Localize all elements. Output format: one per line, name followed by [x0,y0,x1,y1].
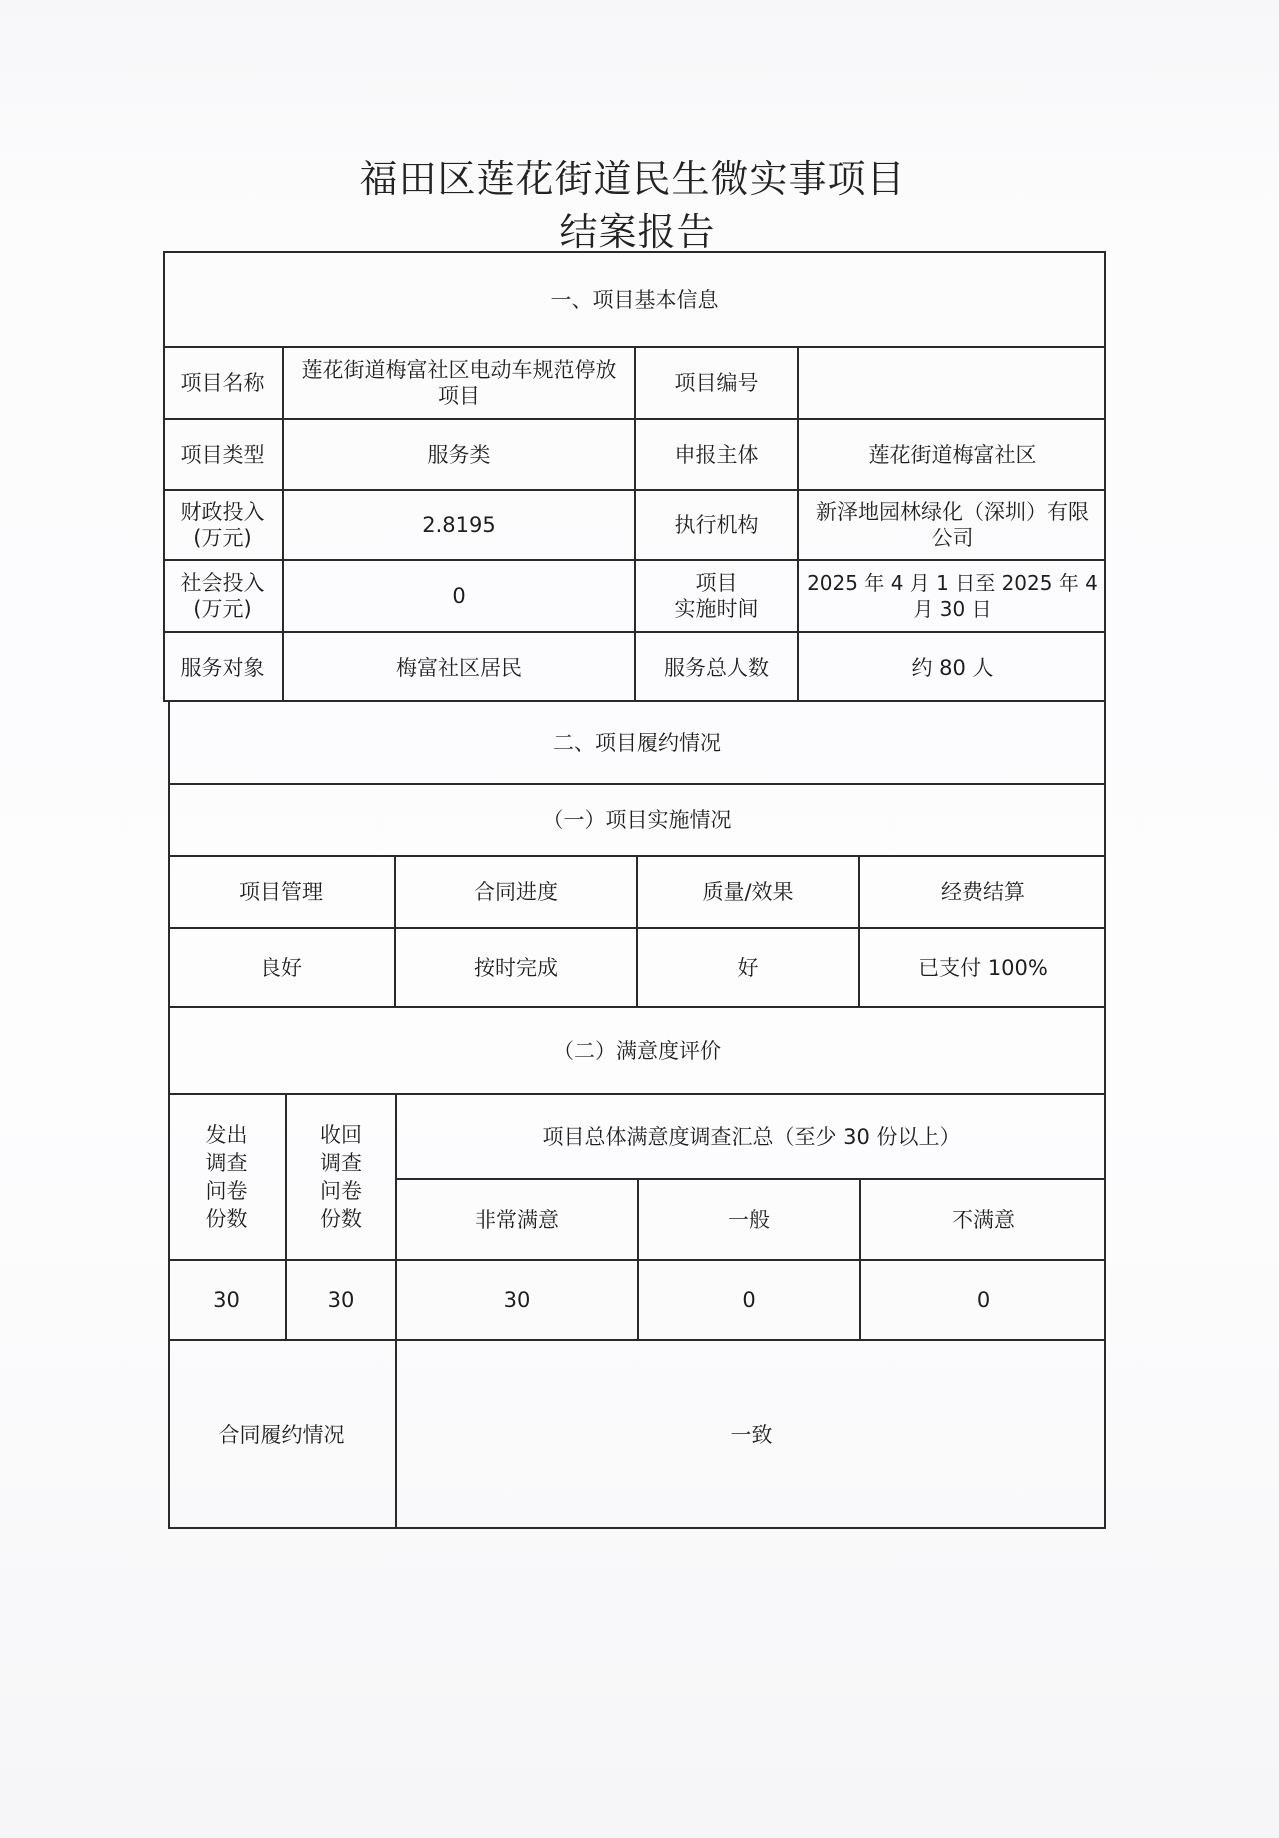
col-project-management: 项目管理 [239,880,323,904]
project-type-value: 服务类 [427,442,491,467]
executing-org-value: 新泽地园林绿化（深圳）有限 公司 [816,500,1089,550]
col-dissatisfied: 不满意 [952,1207,1015,1232]
satisfaction-summary-heading: 项目总体满意度调查汇总（至少 30 份以上） [542,1124,961,1149]
social-investment-label: 社会投入 (万元) [180,571,265,621]
issued-count: 30 [213,1288,240,1312]
section2-heading: 二、项目履约情况 [553,730,721,755]
project-number-label: 项目编号 [674,371,759,395]
returned-questionnaires-label: 收回 调查 问卷 份数 [320,1123,362,1231]
dissatisfied-count: 0 [976,1288,991,1312]
project-name-label: 项目名称 [180,371,265,395]
col-contract-progress: 合同进度 [474,880,558,904]
project-name-value: 莲花街道梅富社区电动车规范停放 项目 [301,358,617,408]
satisfaction-heading: （二）满意度评价 [553,1038,721,1063]
service-target-label: 服务对象 [180,655,265,680]
returned-count: 30 [327,1288,355,1312]
fiscal-investment-label: 财政投入 (万元) [180,500,265,550]
col-fund-settlement: 经费结算 [941,880,1025,904]
applicant-value: 莲花街道梅富社区 [868,442,1037,467]
contract-performance-value: 一致 [730,1423,773,1447]
service-target-value: 梅富社区居民 [396,655,522,680]
col-very-satisfied: 非常满意 [475,1207,559,1232]
service-count-label: 服务总人数 [664,655,769,680]
val-quality-effect: 好 [737,955,759,980]
col-quality-effect: 质量/效果 [702,880,794,904]
contract-performance-label: 合同履约情况 [218,1423,345,1447]
val-project-management: 良好 [260,955,302,980]
col-average: 一般 [728,1207,770,1232]
service-count-value: 约 80 人 [911,655,994,680]
very-satisfied-count: 30 [503,1288,531,1312]
report-title: 福田区莲花街道民生微实事项目 [359,157,906,201]
report-subtitle: 结案报告 [559,210,716,254]
val-contract-progress: 按时完成 [474,955,558,980]
implementation-heading: （一）项目实施情况 [542,808,732,832]
executing-org-label: 执行机构 [674,513,759,537]
project-type-label: 项目类型 [180,442,265,467]
section1-heading: 一、项目基本信息 [550,287,719,312]
average-count: 0 [742,1288,756,1312]
applicant-label: 申报主体 [674,442,759,467]
val-fund-settlement: 已支付 100% [918,955,1048,980]
social-investment-value: 0 [452,584,466,608]
issued-questionnaires-label: 发出 调查 问卷 份数 [205,1123,248,1231]
implementation-period-label: 项目 实施时间 [674,571,759,621]
implementation-period-value: 2025 年 4 月 1 日至 2025 年 4 月 30 日 [807,571,1098,621]
project-number-value [799,348,1106,418]
fiscal-investment-value: 2.8195 [422,513,496,537]
